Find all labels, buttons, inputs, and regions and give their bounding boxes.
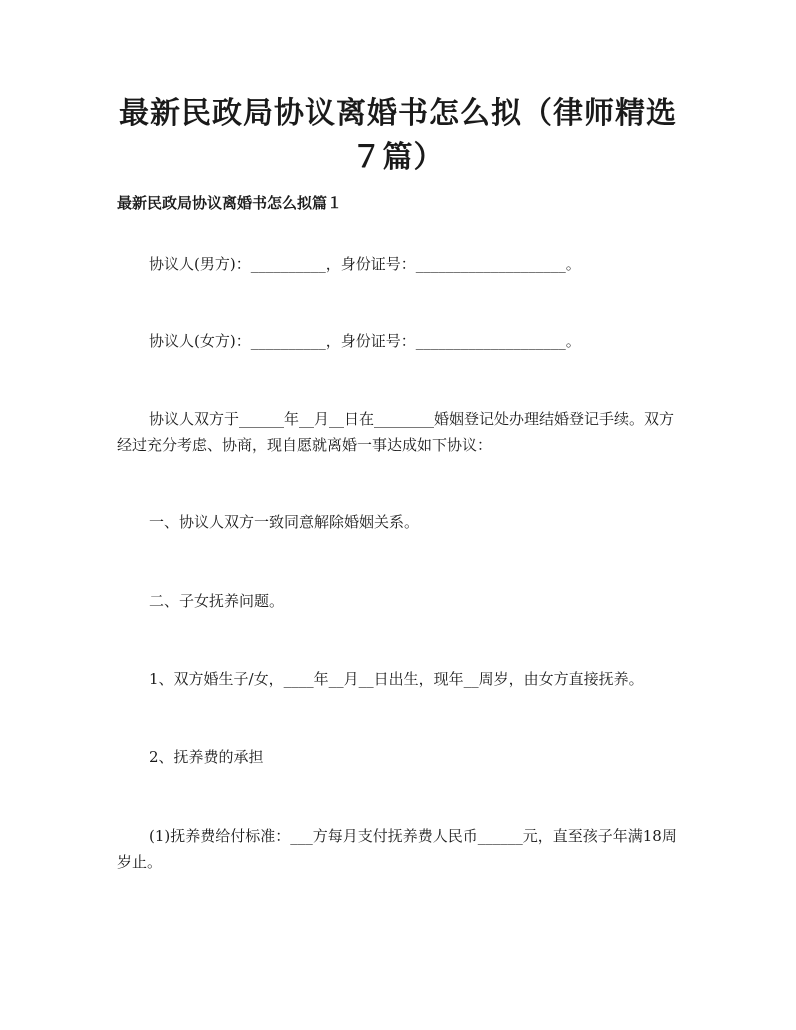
paragraph-marriage-registration: 协议人双方于______年__月__日在________婚姻登记处办理结婚登记手续。双方经过充分考虑、协商，现自愿就离婚一事达成如下协议：: [117, 410, 675, 454]
paragraph-child-info: 1、双方婚生子/女，____年__月__日出生，现年__周岁，由女方直接抚养。: [149, 670, 644, 688]
paragraph-clause-1: 一、协议人双方一致同意解除婚姻关系。: [149, 513, 420, 531]
paragraph-female-party: 协议人(女方)：__________，身份证号：____________________。: [149, 332, 581, 350]
paragraph-support-heading: 2、抚养费的承担: [149, 748, 264, 766]
document-title: 最新民政局协议离婚书怎么拟（律师精选７篇）: [119, 96, 677, 175]
paragraph-male-party: 协议人(男方)：__________，身份证号：____________________。: [149, 255, 581, 273]
paragraph-support-standard: (1)抚养费给付标准：___方每月支付抚养费人民币______元，直至孩子年满18周岁止。: [117, 827, 677, 871]
section-heading: 最新民政局协议离婚书怎么拟篇１: [117, 194, 343, 212]
paragraph-clause-2: 二、子女抚养问题。: [149, 592, 285, 610]
